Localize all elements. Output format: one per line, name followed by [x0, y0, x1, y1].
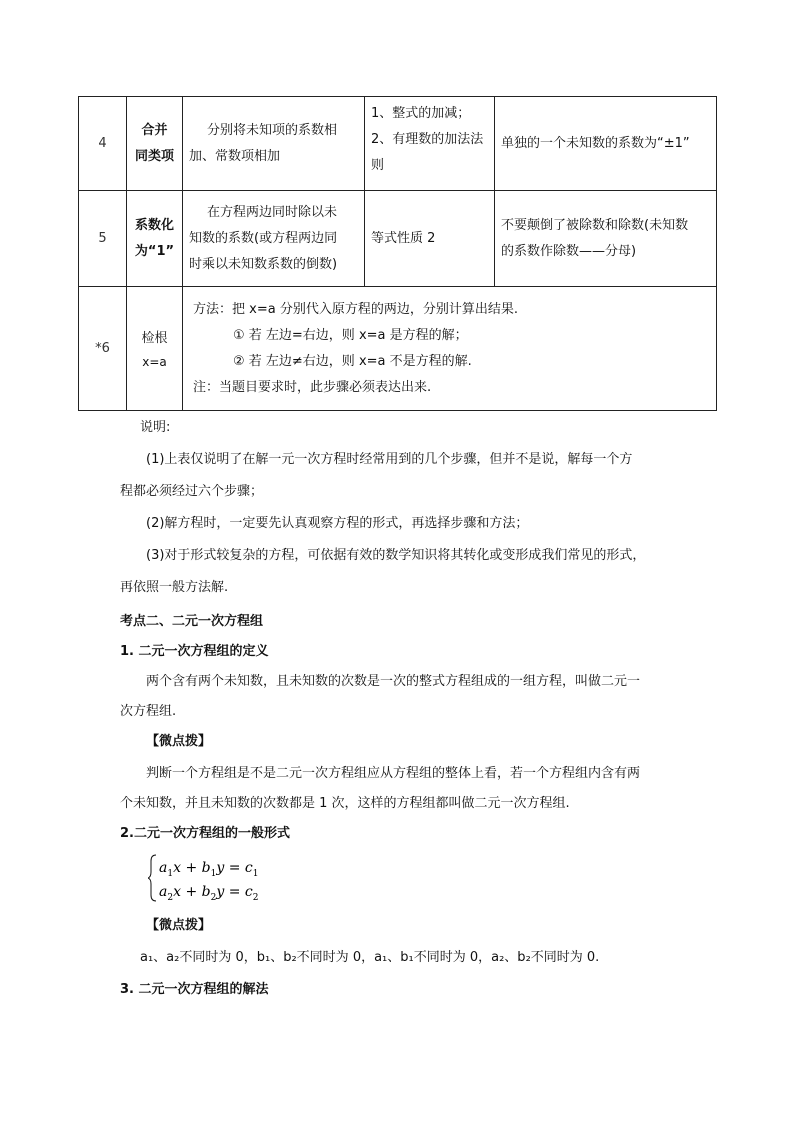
table-row — [79, 191, 717, 287]
note-line: (3)对于形式较复杂的方程，可依据有效的数学知识将其转化或变形成我们常见的形式， — [146, 548, 646, 563]
method-line: 时乘以未知数系数的倒数) — [189, 256, 338, 272]
solution-heading: 3. 二元一次方程组的解法 — [120, 982, 269, 997]
basis-line: 则 — [371, 158, 385, 173]
step-name-line: 检根 — [141, 330, 168, 346]
method-line: 加、常数项相加 — [189, 148, 281, 164]
check-line: 方法：把 x=a 分别代入原方程的两边，分别计算出结果. — [193, 301, 518, 317]
note-line: 不要颠倒了被除数和除数(未知数 — [501, 217, 689, 233]
method-line: 分别将未知项的系数相 — [207, 122, 338, 138]
basis-line: 等式性质 2 — [371, 230, 436, 246]
table-row — [79, 97, 717, 191]
check-line: 注：当题目要求时，此步骤必须表达出来. — [193, 379, 432, 395]
tip-heading: 【微点拨】 — [146, 918, 212, 933]
step-name-line: 同类项 — [134, 148, 174, 164]
step-note — [495, 191, 717, 287]
tip-text: 个未知数，并且未知数的次数都是 1 次，这样的方程组都叫做二元一次方程组. — [120, 796, 570, 811]
step-number: 4 — [79, 97, 127, 191]
equation-system — [148, 852, 268, 904]
basis-line: 1、整式的加减； — [371, 106, 471, 121]
check-line: ② 若 左边≠右边，则 x=a 不是方程的解. — [233, 353, 472, 369]
table-row — [79, 287, 717, 411]
notes-title: 说明: — [140, 420, 171, 435]
brace-icon — [148, 855, 156, 901]
definition-heading: 1. 二元一次方程组的定义 — [120, 644, 269, 659]
note-line: (2)解方程时，一定要先认真观察方程的形式，再选择步骤和方法； — [146, 516, 529, 531]
definition-text: 次方程组. — [120, 704, 177, 719]
basis-line: 2、有理数的加法法 — [371, 132, 484, 147]
step-number: 5 — [79, 191, 127, 287]
solving-steps-table — [78, 96, 717, 411]
note-line: 再依照一般方法解. — [120, 580, 229, 595]
step-name — [127, 287, 183, 411]
equation-1: $a_1x + b_1y = c_1$ — [159, 860, 259, 879]
note-line: 程都必须经过六个步骤； — [120, 484, 264, 499]
step-method — [183, 191, 365, 287]
step-number: *6 — [79, 287, 127, 411]
step-name — [127, 97, 183, 191]
note-line: 单独的一个未知数的系数为“±1” — [501, 135, 690, 151]
tip-text: a₁、a₂不同时为 0，b₁、b₂不同时为 0，a₁、b₁不同时为 0，a₂、b₂不同时为 0. — [140, 950, 600, 965]
section-title: 考点二、二元一次方程组 — [120, 614, 264, 629]
step-name — [127, 191, 183, 287]
step-name-sub: x=a — [142, 354, 167, 369]
step-method — [183, 97, 365, 191]
step-basis — [365, 97, 495, 191]
step-name-line: 为“1” — [134, 243, 175, 259]
definition-text: 两个含有两个未知数，且未知数的次数是一次的整式方程组成的一组方程，叫做二元一 — [146, 674, 641, 689]
step-note — [495, 97, 717, 191]
note-line: 的系数作除数——分母) — [501, 243, 637, 259]
step-name-line: 合并 — [141, 122, 168, 138]
step-basis — [365, 191, 495, 287]
equation-2: $a_2x + b_2y = c_2$ — [159, 884, 259, 903]
check-root-details — [183, 287, 717, 411]
note-line: (1)上表仅说明了在解一元一次方程时经常用到的几个步骤，但并不是说，解每一个方 — [146, 452, 633, 467]
general-form-heading: 2.二元一次方程组的一般形式 — [120, 826, 290, 841]
check-line: ① 若 左边=右边，则 x=a 是方程的解； — [233, 327, 468, 343]
tip-text: 判断一个方程组是不是二元一次方程组应从方程组的整体上看，若一个方程组内含有两 — [146, 766, 641, 781]
equation-system-graphic — [148, 852, 268, 904]
method-line: 在方程两边同时除以未 — [207, 204, 338, 220]
method-line: 知数的系数(或方程两边同 — [189, 230, 338, 246]
step-name-line: 系数化 — [134, 217, 174, 233]
tip-heading: 【微点拨】 — [146, 734, 212, 749]
